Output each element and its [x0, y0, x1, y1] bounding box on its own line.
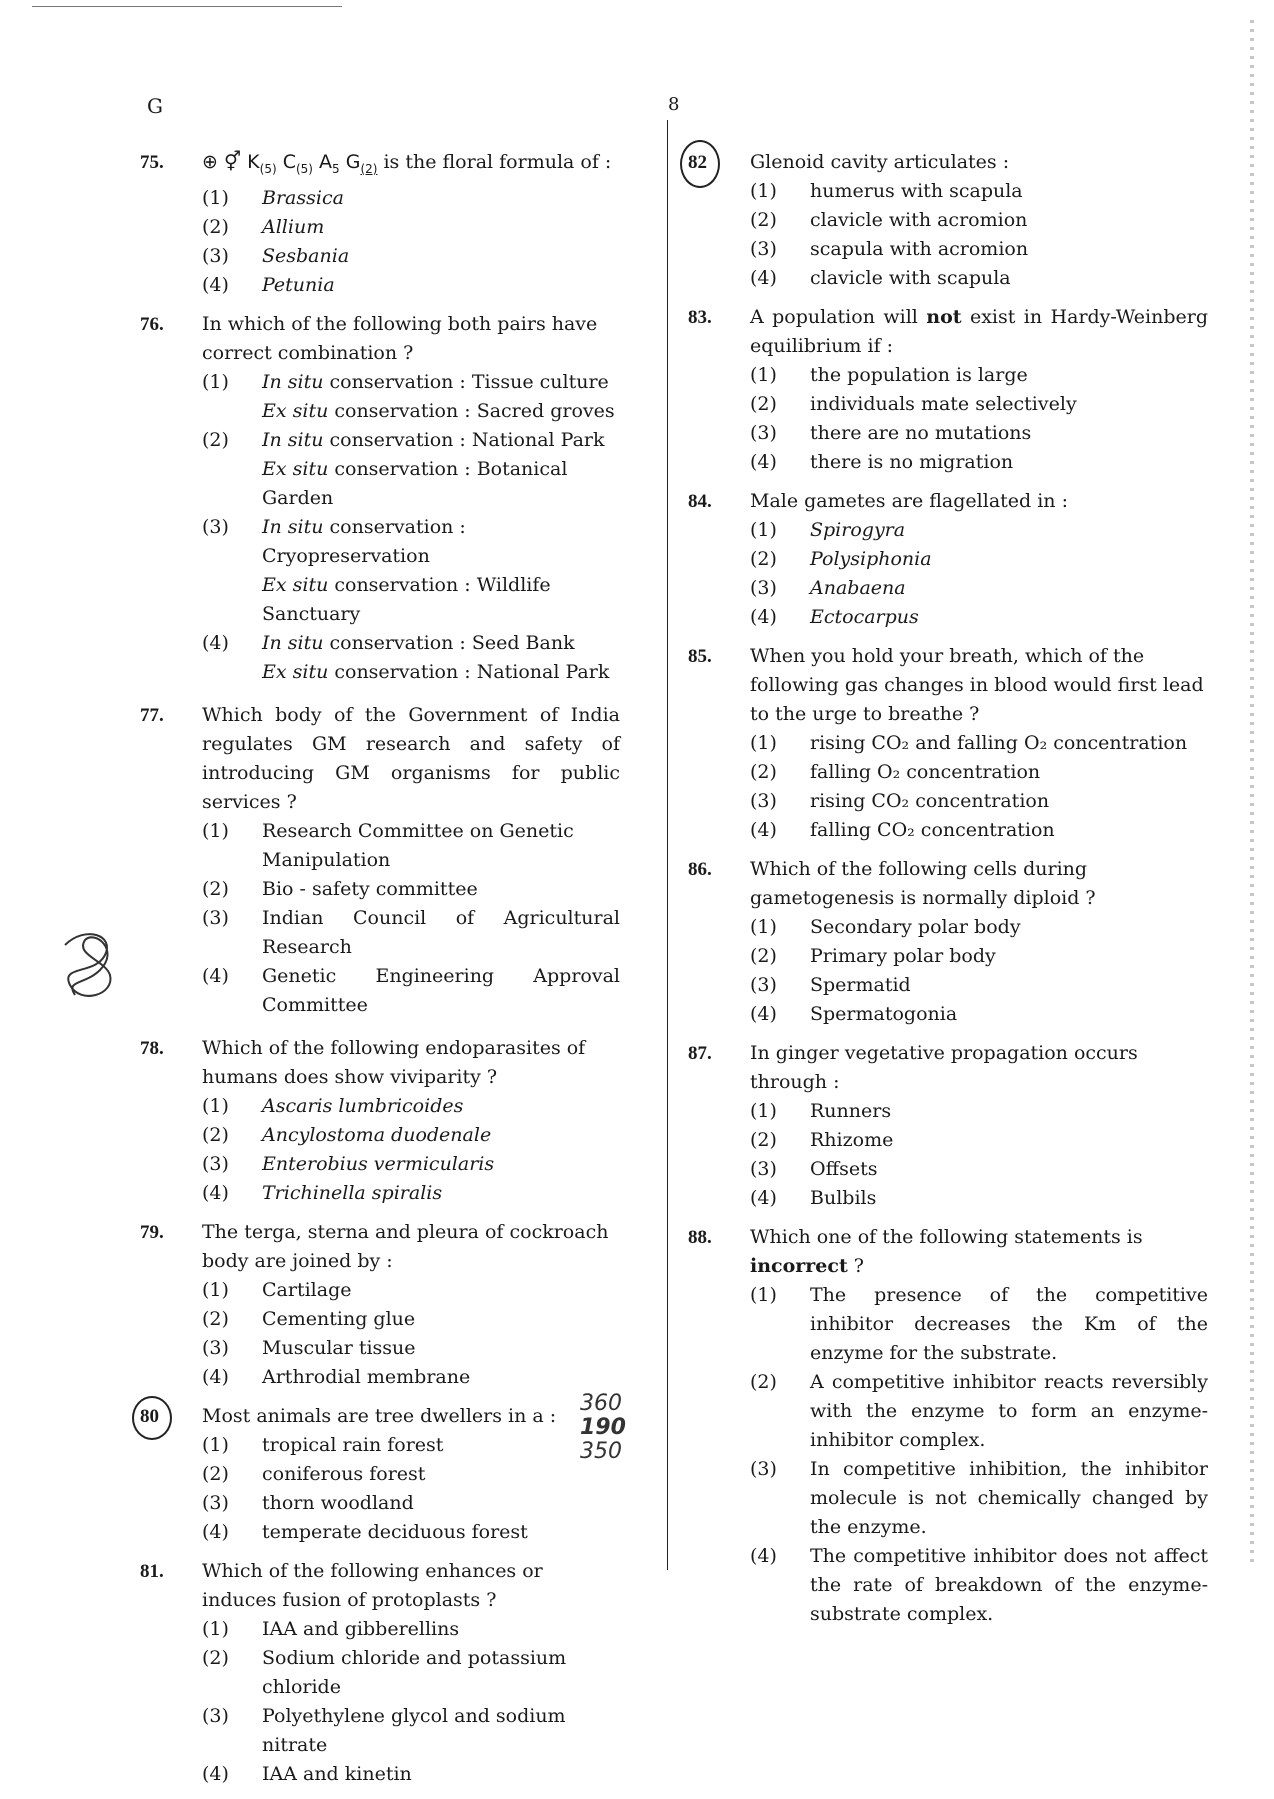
option-number: (4): [750, 819, 777, 841]
option-text: Indian Council of Agricultural Research: [262, 906, 620, 958]
question-stem: In ginger vegetative propagation occurs through :: [750, 1042, 1138, 1093]
option-number: (4): [750, 451, 777, 473]
term: In situ: [262, 515, 324, 538]
option-text: Spirogyra: [810, 519, 906, 541]
option-number: (4): [202, 1181, 229, 1204]
question-number: 80: [140, 1405, 159, 1427]
option-2[interactable]: [202, 1121, 620, 1150]
question-number: 76.: [140, 313, 164, 335]
question-stem: When you hold your breath, which of the following gas changes in blood would first lead to the urge to breathe ?: [750, 645, 1204, 725]
options: [750, 1281, 1208, 1629]
question-number: 81.: [140, 1560, 164, 1582]
option-number: (4): [202, 1520, 229, 1543]
question-stem: The terga, sterna and pleura of cockroach body are joined by :: [202, 1220, 609, 1272]
option-4[interactable]: [750, 1000, 1208, 1029]
handwritten-number: 350: [580, 1438, 622, 1464]
options: [202, 184, 620, 300]
option-text: Anabaena: [810, 577, 906, 599]
option-text: Sesbania: [262, 244, 350, 267]
formula-a: A: [319, 151, 333, 173]
scan-edge-artifact: [1250, 20, 1254, 1568]
stem-post: exist in Hardy-Weinberg equilibrium if :: [750, 306, 1208, 357]
option-2[interactable]: [202, 1305, 620, 1334]
question-82: [688, 148, 1208, 293]
question-84: [688, 487, 1208, 632]
question-stem: In which of the following both pairs have correct combination ?: [202, 312, 598, 364]
option-4[interactable]: [202, 629, 620, 687]
option-text: rising CO₂ concentration: [810, 790, 1050, 812]
option-text: temperate deciduous forest: [262, 1520, 528, 1543]
option-number: (3): [202, 1704, 229, 1727]
stem-pre: A population will: [750, 306, 927, 328]
pair-rest: conservation : Cryopreservation: [262, 515, 466, 567]
option-text: Cartilage: [262, 1278, 352, 1301]
option-1[interactable]: [202, 817, 620, 875]
option-number: (4): [202, 273, 229, 296]
option-text: Allium: [262, 215, 325, 238]
term: Ex situ: [262, 660, 329, 683]
option-4[interactable]: [202, 1363, 620, 1392]
option-number: (3): [750, 1158, 777, 1180]
option-2[interactable]: [750, 545, 1208, 574]
option-3[interactable]: [202, 513, 620, 629]
pair-rest: conservation : Botanical Garden: [262, 457, 568, 509]
options: [202, 1431, 620, 1547]
question-77: [140, 701, 620, 1020]
option-2[interactable]: [750, 942, 1208, 971]
option-1[interactable]: [750, 177, 1208, 206]
option-3[interactable]: [202, 1334, 620, 1363]
option-number: (2): [750, 761, 777, 783]
question-stem: [750, 303, 1208, 361]
question-stem: Which of the following endoparasites of humans does show viviparity ?: [202, 1036, 586, 1088]
option-number: (3): [750, 238, 777, 260]
option-number: (1): [202, 1433, 229, 1456]
option-number: (2): [202, 1646, 229, 1669]
options: [202, 1276, 620, 1392]
question-88: [688, 1223, 1208, 1629]
option-number: (4): [750, 606, 777, 628]
option-number: (1): [750, 916, 777, 938]
option-4[interactable]: [202, 1760, 620, 1789]
option-text: Sodium chloride and potassium chloride: [262, 1646, 567, 1698]
option-3[interactable]: [202, 1489, 620, 1518]
question-number: 75.: [140, 152, 164, 173]
option-1[interactable]: [202, 368, 620, 426]
handwritten-note: [580, 1392, 626, 1464]
page-number: 8: [668, 94, 680, 115]
option-number: (4): [750, 1545, 777, 1567]
option-text: Brassica: [262, 186, 344, 209]
option-text: there are no mutations: [810, 422, 1032, 444]
stem-emphasis: not: [926, 306, 962, 328]
option-text: Polysiphonia: [810, 548, 932, 570]
option-number: (3): [202, 515, 229, 538]
option-4[interactable]: [750, 264, 1208, 293]
option-1[interactable]: [750, 1281, 1208, 1368]
option-number: (2): [750, 1129, 777, 1151]
option-text: clavicle with acromion: [810, 209, 1028, 231]
pair-rest: conservation : Wildlife Sanctuary: [262, 573, 551, 625]
option-number: (2): [202, 1123, 229, 1146]
option-number: (4): [202, 631, 229, 654]
option-1[interactable]: [202, 1431, 620, 1460]
option-number: (2): [202, 1462, 229, 1485]
question-number: 78.: [140, 1037, 164, 1059]
circle-annotation: [132, 1396, 172, 1440]
question-number: 88.: [688, 1227, 712, 1248]
option-text: the population is large: [810, 364, 1028, 386]
option-text: IAA and kinetin: [262, 1762, 412, 1785]
options: [202, 817, 620, 1020]
option-number: (4): [750, 267, 777, 289]
option-3[interactable]: [750, 787, 1208, 816]
question-number: 86.: [688, 859, 712, 880]
option-3[interactable]: [750, 574, 1208, 603]
pair-rest: conservation : National Park: [328, 660, 610, 683]
options: [750, 177, 1208, 293]
option-text: Secondary polar body: [810, 916, 1021, 938]
question-stem: Which body of the Government of India regulates GM research and safety of introducing GM organisms for public services ?: [202, 703, 620, 813]
option-2[interactable]: [202, 875, 620, 904]
options: [202, 1092, 620, 1208]
option-4[interactable]: [750, 816, 1208, 845]
option-3[interactable]: [750, 1455, 1208, 1542]
option-1[interactable]: [750, 729, 1208, 758]
option-number: (4): [750, 1187, 777, 1209]
option-number: (3): [202, 1491, 229, 1514]
left-column: [140, 148, 626, 1799]
option-1[interactable]: [750, 1097, 1208, 1126]
option-text: Arthrodial membrane: [262, 1365, 471, 1388]
stem-post: ?: [847, 1255, 864, 1277]
option-number: (2): [750, 209, 777, 231]
paper-code: G: [147, 94, 163, 118]
option-1[interactable]: [202, 184, 620, 213]
option-number: (1): [202, 1617, 229, 1640]
option-number: (1): [750, 732, 777, 754]
option-2[interactable]: [202, 426, 620, 513]
option-number: (1): [202, 1278, 229, 1301]
option-number: (2): [202, 428, 229, 451]
option-number: (4): [202, 1762, 229, 1785]
pair-rest: conservation : Tissue culture: [323, 370, 609, 393]
option-text: Ascaris lumbricoides: [262, 1094, 464, 1117]
option-text: Offsets: [810, 1158, 878, 1180]
option-text: The competitive inhibitor does not affect the rate of breakdown of the enzyme-substrate complex.: [810, 1545, 1208, 1625]
option-text: individuals mate selectively: [810, 393, 1077, 415]
option-2[interactable]: [202, 213, 620, 242]
column-divider: [667, 120, 668, 1570]
option-1[interactable]: [750, 361, 1208, 390]
question-83: [688, 303, 1208, 477]
option-2[interactable]: [750, 1126, 1208, 1155]
handwritten-number: 360: [580, 1390, 622, 1416]
option-number: (4): [750, 1003, 777, 1025]
option-text: Polyethylene glycol and sodium nitrate: [262, 1704, 566, 1756]
option-text: Bio - safety committee: [262, 877, 478, 900]
stem-pre: Which one of the following statements is: [750, 1226, 1143, 1248]
handwritten-number: 190: [580, 1414, 626, 1440]
option-number: (3): [202, 906, 229, 929]
question-number: 82: [688, 152, 707, 173]
pen-scribble-icon: [55, 925, 125, 1005]
option-4[interactable]: [750, 603, 1208, 632]
option-number: (3): [202, 1152, 229, 1175]
option-text: Spermatogonia: [810, 1003, 958, 1025]
formula-k-sub: (5): [259, 161, 277, 176]
option-1[interactable]: [202, 1276, 620, 1305]
option-number: (2): [750, 1371, 777, 1393]
question-79: [140, 1218, 620, 1392]
option-text: [262, 513, 620, 629]
option-3[interactable]: [202, 242, 620, 271]
option-number: (3): [202, 1336, 229, 1359]
pair-rest: conservation : National Park: [323, 428, 605, 451]
option-number: (3): [750, 577, 777, 599]
option-number: (4): [202, 964, 229, 987]
formula-g: G: [345, 151, 361, 173]
option-number: (1): [750, 364, 777, 386]
option-text: IAA and gibberellins: [262, 1617, 460, 1640]
formula-c-sub: (5): [295, 161, 313, 176]
option-text: Ancylostoma duodenale: [262, 1123, 492, 1146]
option-text: Spermatid: [810, 974, 911, 996]
option-text: humerus with scapula: [810, 180, 1023, 202]
option-number: (2): [202, 215, 229, 238]
option-3[interactable]: [202, 1150, 620, 1179]
option-text: Trichinella spiralis: [262, 1181, 443, 1204]
question-stem: Most animals are tree dwellers in a :: [202, 1404, 557, 1427]
option-2[interactable]: [750, 206, 1208, 235]
term: Ex situ: [262, 399, 329, 422]
option-4[interactable]: [202, 271, 620, 300]
option-3[interactable]: [202, 904, 620, 962]
option-number: (1): [750, 180, 777, 202]
option-number: (2): [750, 945, 777, 967]
option-number: (1): [750, 1100, 777, 1122]
option-4[interactable]: [750, 1184, 1208, 1213]
option-text: falling O₂ concentration: [810, 761, 1041, 783]
option-text: [262, 426, 620, 513]
options: [750, 913, 1208, 1029]
term: In situ: [262, 428, 324, 451]
question-85: [688, 642, 1208, 845]
option-text: Ectocarpus: [810, 606, 919, 628]
option-3[interactable]: [750, 419, 1208, 448]
option-text: thorn woodland: [262, 1491, 414, 1514]
question-stem: Male gametes are flagellated in :: [750, 490, 1068, 512]
pair-rest: conservation : Seed Bank: [323, 631, 575, 654]
option-number: (4): [202, 1365, 229, 1388]
option-text: Enterobius vermicularis: [262, 1152, 495, 1175]
question-75: [140, 148, 620, 300]
floral-symbols: ⊕ ⚥: [202, 151, 242, 173]
question-stem: [750, 1223, 1208, 1281]
option-2[interactable]: [202, 1460, 620, 1489]
option-text: Cementing glue: [262, 1307, 416, 1330]
formula-c: C: [282, 151, 296, 173]
option-1[interactable]: [750, 913, 1208, 942]
option-text: Research Committee on Genetic Manipulation: [262, 819, 574, 871]
option-1[interactable]: [202, 1092, 620, 1121]
term: In situ: [262, 631, 324, 654]
question-76: [140, 310, 620, 687]
formula-a-sub: 5: [332, 161, 340, 176]
option-text: coniferous forest: [262, 1462, 426, 1485]
question-number: 83.: [688, 307, 712, 328]
option-text: scapula with acromion: [810, 238, 1029, 260]
option-text: [262, 368, 620, 426]
option-1[interactable]: [750, 516, 1208, 545]
term: Ex situ: [262, 457, 329, 480]
stem-emphasis: incorrect: [750, 1255, 848, 1277]
option-number: (3): [750, 1458, 777, 1480]
option-number: (3): [202, 244, 229, 267]
option-number: (1): [750, 1284, 777, 1306]
option-number: (1): [202, 1094, 229, 1117]
term: Ex situ: [262, 573, 329, 596]
option-text: A competitive inhibitor reacts reversibly with the enzyme to form an enzyme-inhibitor complex.: [810, 1371, 1208, 1451]
option-2[interactable]: [202, 1644, 620, 1702]
question-number: 77.: [140, 704, 164, 726]
question-78: [140, 1034, 620, 1208]
option-4[interactable]: [750, 448, 1208, 477]
option-number: (1): [202, 819, 229, 842]
question-81: [140, 1557, 620, 1789]
formula-tail: is the floral formula of :: [383, 151, 612, 173]
option-number: (1): [750, 519, 777, 541]
option-number: (1): [202, 370, 229, 393]
option-text: [262, 629, 620, 687]
option-text: Primary polar body: [810, 945, 996, 967]
option-3[interactable]: [202, 1702, 620, 1760]
option-number: (1): [202, 186, 229, 209]
question-86: [688, 855, 1208, 1029]
option-number: (2): [750, 548, 777, 570]
circle-annotation: [680, 140, 720, 188]
option-text: In competitive inhibition, the inhibitor molecule is not chemically changed by the enzyme.: [810, 1458, 1208, 1538]
option-text: Petunia: [262, 273, 335, 296]
question-stem: Glenoid cavity articulates :: [750, 151, 1010, 173]
right-column: [688, 148, 1208, 1639]
question-number: 87.: [688, 1043, 712, 1064]
question-80: [140, 1390, 626, 1547]
option-number: (2): [750, 393, 777, 415]
formula-g-sub: (2): [360, 161, 378, 176]
option-text: Genetic Engineering Approval Committee: [262, 964, 620, 1016]
option-text: tropical rain forest: [262, 1433, 444, 1456]
pair-rest: conservation : Sacred groves: [328, 399, 615, 422]
option-text: The presence of the competitive inhibitor decreases the Km of the enzyme for the substrate.: [810, 1284, 1208, 1364]
term: In situ: [262, 370, 324, 393]
options: [202, 1615, 620, 1789]
option-text: clavicle with scapula: [810, 267, 1011, 289]
option-text: falling CO₂ concentration: [810, 819, 1055, 841]
option-1[interactable]: [202, 1615, 620, 1644]
options: [750, 1097, 1208, 1213]
option-3[interactable]: [750, 971, 1208, 1000]
option-text: Muscular tissue: [262, 1336, 416, 1359]
option-4[interactable]: [202, 1179, 620, 1208]
option-number: (2): [202, 877, 229, 900]
option-4[interactable]: [750, 1542, 1208, 1629]
option-number: (3): [750, 974, 777, 996]
options: [750, 516, 1208, 632]
question-stem: Which of the following cells during gametogenesis is normally diploid ?: [750, 858, 1096, 909]
option-2[interactable]: [750, 1368, 1208, 1455]
option-2[interactable]: [750, 390, 1208, 419]
question-stem: Which of the following enhances or induces fusion of protoplasts ?: [202, 1559, 543, 1611]
option-4[interactable]: [202, 1518, 620, 1547]
question-number: 84.: [688, 491, 712, 512]
option-text: Rhizome: [810, 1129, 894, 1151]
option-3[interactable]: [750, 1155, 1208, 1184]
question-number: 85.: [688, 646, 712, 667]
option-number: (3): [750, 790, 777, 812]
top-rule: [32, 6, 342, 7]
options: [750, 361, 1208, 477]
option-text: there is no migration: [810, 451, 1014, 473]
option-3[interactable]: [750, 235, 1208, 264]
option-number: (2): [202, 1307, 229, 1330]
question-87: [688, 1039, 1208, 1213]
formula-k: K: [247, 151, 260, 173]
options: [750, 729, 1208, 845]
option-2[interactable]: [750, 758, 1208, 787]
option-4[interactable]: [202, 962, 620, 1020]
options: [202, 368, 620, 687]
option-text: Runners: [810, 1100, 892, 1122]
question-number: 79.: [140, 1221, 164, 1243]
option-text: Bulbils: [810, 1187, 877, 1209]
option-text: rising CO₂ and falling O₂ concentration: [810, 732, 1188, 754]
option-number: (3): [750, 422, 777, 444]
floral-formula: [202, 148, 620, 184]
